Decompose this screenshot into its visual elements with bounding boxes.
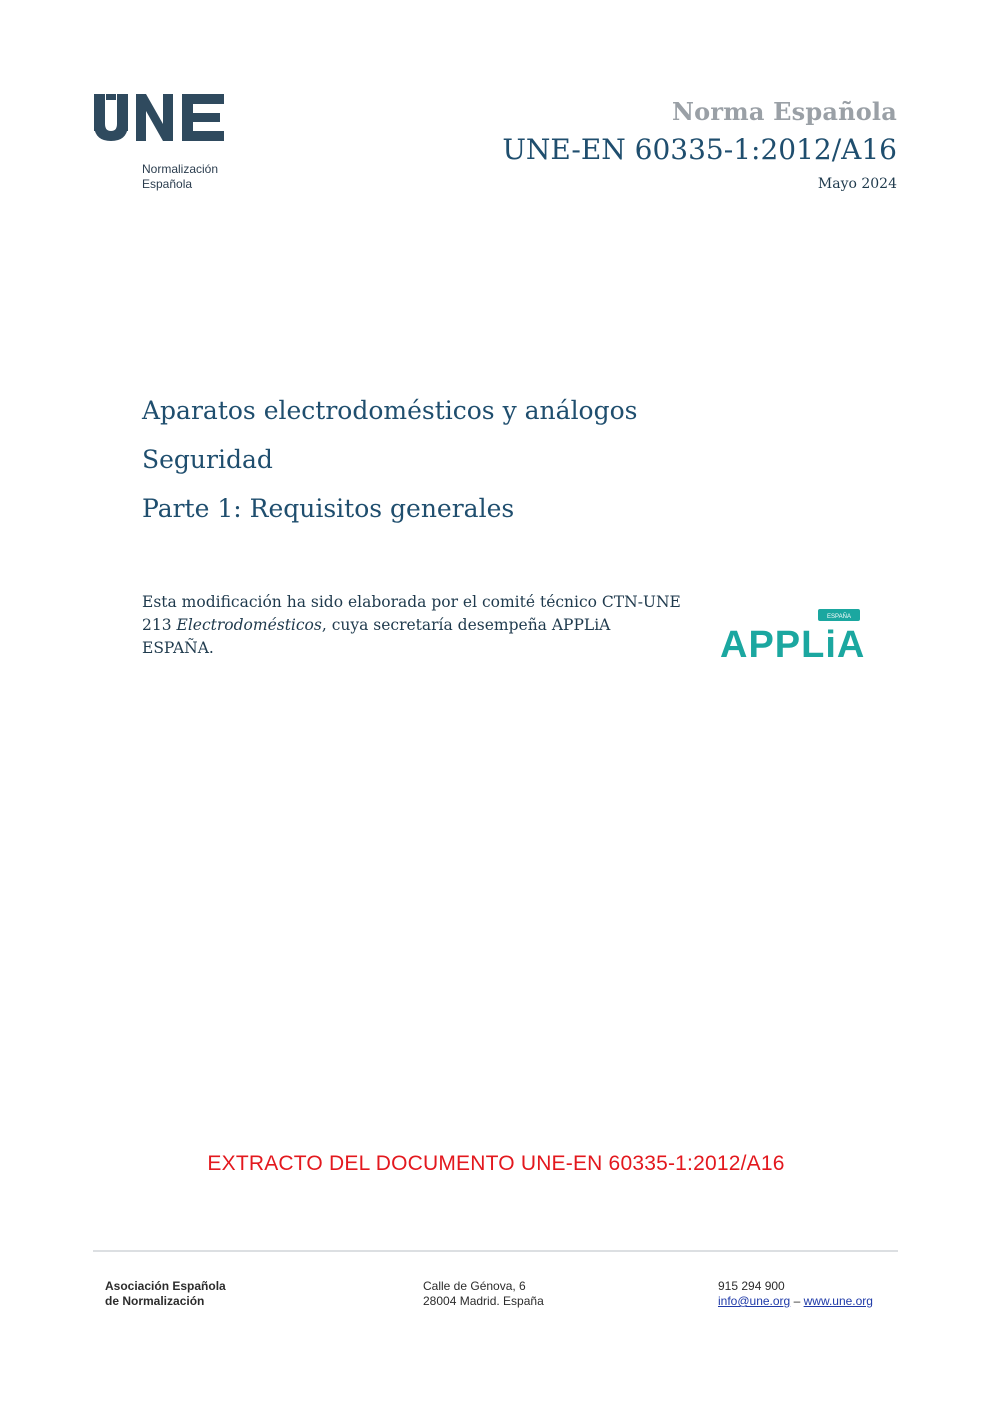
footer-address [423,1279,544,1309]
une-wordmark-icon [92,88,232,148]
committee-text-before: Esta modificación ha sido elaborada por el comité técnico CTN-UNE 213 [142,593,681,634]
footer-links [718,1294,873,1309]
footer-email-link[interactable]: info@une.org [718,1294,791,1308]
footer-contact [718,1279,873,1309]
committee-text-after: , cuya secretaría desempeña APPLiA ESPAÑA. [142,616,611,657]
footer-website-link[interactable]: www.une.org [803,1294,873,1308]
title-line-1: Aparatos electrodomésticos y análogos [142,396,638,425]
norma-label: Norma Española [672,97,897,126]
applia-word: APPLiA [720,624,865,662]
standard-code: UNE-EN 60335-1:2012/A16 [502,133,897,166]
document-title [142,386,638,533]
footer-address-line1: Calle de Génova, 6 [423,1279,526,1293]
une-logo [92,88,232,198]
footer-address-line2: 28004 Madrid. España [423,1294,544,1308]
publication-date: Mayo 2024 [817,176,897,192]
footer-org-line2: de Normalización [105,1294,205,1308]
logo-subtitle-line1: Normalización [142,162,219,176]
title-line-2: Seguridad [142,445,273,474]
footer-organization [105,1279,226,1309]
footer-divider [93,1250,898,1252]
title-line-3: Parte 1: Requisitos generales [142,494,515,523]
footer-org-line1: Asociación Española [105,1279,226,1293]
document-header [502,96,897,192]
footer-phone: 915 294 900 [718,1279,785,1293]
applia-logo-icon [720,607,865,662]
committee-name: Electrodomésticos [176,616,322,634]
committee-statement [142,591,682,660]
logo-subtitle-line2: Española [142,177,193,191]
applia-badge: ESPAÑA [827,614,851,620]
extract-notice: EXTRACTO DEL DOCUMENTO UNE-EN 60335-1:2012/A16 [207,1152,785,1175]
footer-link-separator: – [793,1294,801,1308]
applia-logo [720,607,865,662]
